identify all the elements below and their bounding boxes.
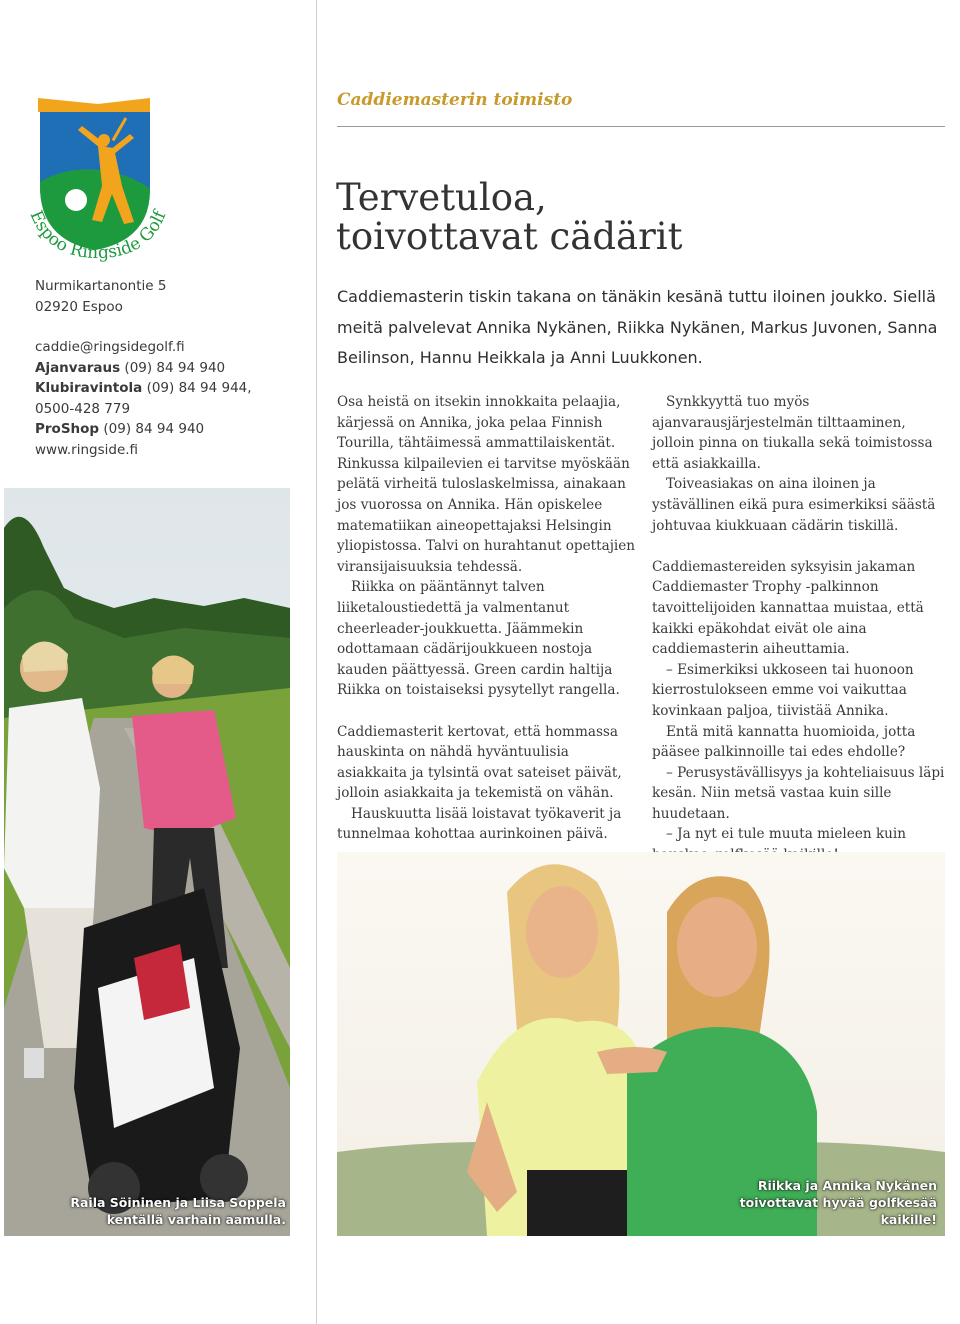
section-label: Caddiemasterin toimisto — [337, 90, 573, 110]
paragraph: Riikka on pääntännyt talven liiketaloustiedettä ja valmentanut cheerleader-joukkuetta. Jäämmekin odottamaan cädärijoukkueen nostoja kauden päättyessä. Green cardin haltija Riikka on toistaiseksi pysytellyt rangella. — [337, 579, 620, 699]
paragraph: Caddiemastereiden syksyisin jakaman Caddiemaster Trophy -palkinnon tavoittelijoiden kannattaa muistaa, että kaikki epäkohdat eivät ole aina caddiemasterin aiheuttamia. — [652, 558, 924, 658]
contact-row-value: (09) 84 94 940 — [103, 421, 205, 437]
golfer-shield-logo-icon — [18, 90, 178, 270]
article-column-1 — [337, 392, 637, 845]
contact-row-value: (09) 84 94 944, — [146, 380, 252, 396]
headline-line1: Tervetuloa, — [336, 176, 547, 219]
paragraph: Osa heistä on itsekin innokkaita pelaajia, kärjessä on Annika, joka pelaa Finnish Tourilla, tähtäimessä ammattilaiskentät. Rinkussa kilpailevien ei tarvitse myöskään pelätä virheitä tuloslaskelmissa, ainakaan jos vuorossa on Annika. Hän opiskelee matematiikan aineopettajaksi Helsingin yliopistossa. Talvi on hurahtanut opettajien viransijaisuuksia tehdessä. — [337, 394, 636, 575]
paragraph: Hauskuutta lisää loistavat työkaverit ja tunnelmaa kohottaa aurinkoinen päivä. — [337, 805, 622, 843]
contact-row — [35, 419, 305, 440]
contact-row — [35, 358, 305, 379]
paragraph: Synkkyyttä tuo myös ajanvarausjärjestelmän tilttaaminen, jolloin pinna on tiukalla sekä toimistossa että asiakkailla. — [652, 394, 933, 472]
logo-text: Espoo Ringside Golf — [25, 207, 171, 264]
article-column-2 — [652, 392, 948, 866]
golfers-photo-image — [4, 488, 290, 1236]
paragraph: Caddiemasterit kertovat, että hommassa hauskinta on nähdä hyväntuulisia asiakkaita ja tylsintä ovat sateiset päivät, jolloin asiakkaita ja tekemistä on vähän. — [337, 723, 622, 802]
contact-row-value: (09) 84 94 940 — [124, 359, 226, 376]
contact-row — [35, 399, 305, 420]
email-link[interactable]: caddie@ringsidegolf.fi — [35, 339, 185, 355]
paragraph: – Esimerkiksi ukkoseen tai huonoon kierrostulokseen emme voi vaikuttaa kovinkaan paljoa, tiivistää Annika. — [652, 661, 914, 719]
paragraph: Toiveasiakas on aina iloinen ja ystävällinen eikä pura esimerkiksi säästä johtuvaa kiukkuaan cädärin tiskillä. — [652, 476, 936, 534]
paragraph: Entä mitä kannatta huomioida, jotta pääsee palkinnoille tai edes ehdolle? — [652, 723, 916, 761]
photo-golfers — [4, 488, 290, 1236]
section-rule — [337, 126, 945, 127]
paragraph: – Ja nyt ei tule muuta mieleen kuin — [666, 826, 907, 843]
contact-row — [35, 378, 305, 399]
paragraph: – Perusystävällisyys ja kohteliaisuus läpi kesän. Niin metsä vastaa kuin sille huudetaan. — [652, 764, 945, 822]
photo-right-caption: Riikka ja Annika Nykänen toivottavat hyvää golfkesää kaikille! — [739, 1178, 937, 1227]
contact-row-label: Klubiravintola — [35, 380, 143, 396]
lead-paragraph: Caddiemasterin tiskin takana on tänäkin kesänä tuttu iloinen joukko. Siellä meitä palvelevat Annika Nykänen, Riikka Nykänen, Markus Juvonen, Sanna Beilinson, Hannu Heikkala ja Anni Luukkonen. — [337, 287, 938, 367]
address-line1: Nurmikartanontie 5 — [35, 278, 167, 294]
headline-line2: toivottavat cädärit — [336, 215, 683, 258]
article-headline — [336, 178, 936, 256]
photo-left-caption: Raila Söininen ja Liisa Soppela kentällä varhain aamulla. — [70, 1195, 286, 1227]
contact-row-label: ProShop — [35, 421, 100, 437]
contact-info — [35, 276, 305, 460]
photo-caddiemasters — [337, 852, 945, 1236]
contact-row-value: 0500-428 779 — [35, 400, 131, 417]
column-divider — [316, 0, 317, 1324]
website-link[interactable]: www.ringside.fi — [35, 441, 139, 458]
contact-row-label: Ajanvaraus — [35, 359, 121, 376]
club-logo — [18, 90, 178, 270]
address-line2: 02920 Espoo — [35, 298, 123, 315]
